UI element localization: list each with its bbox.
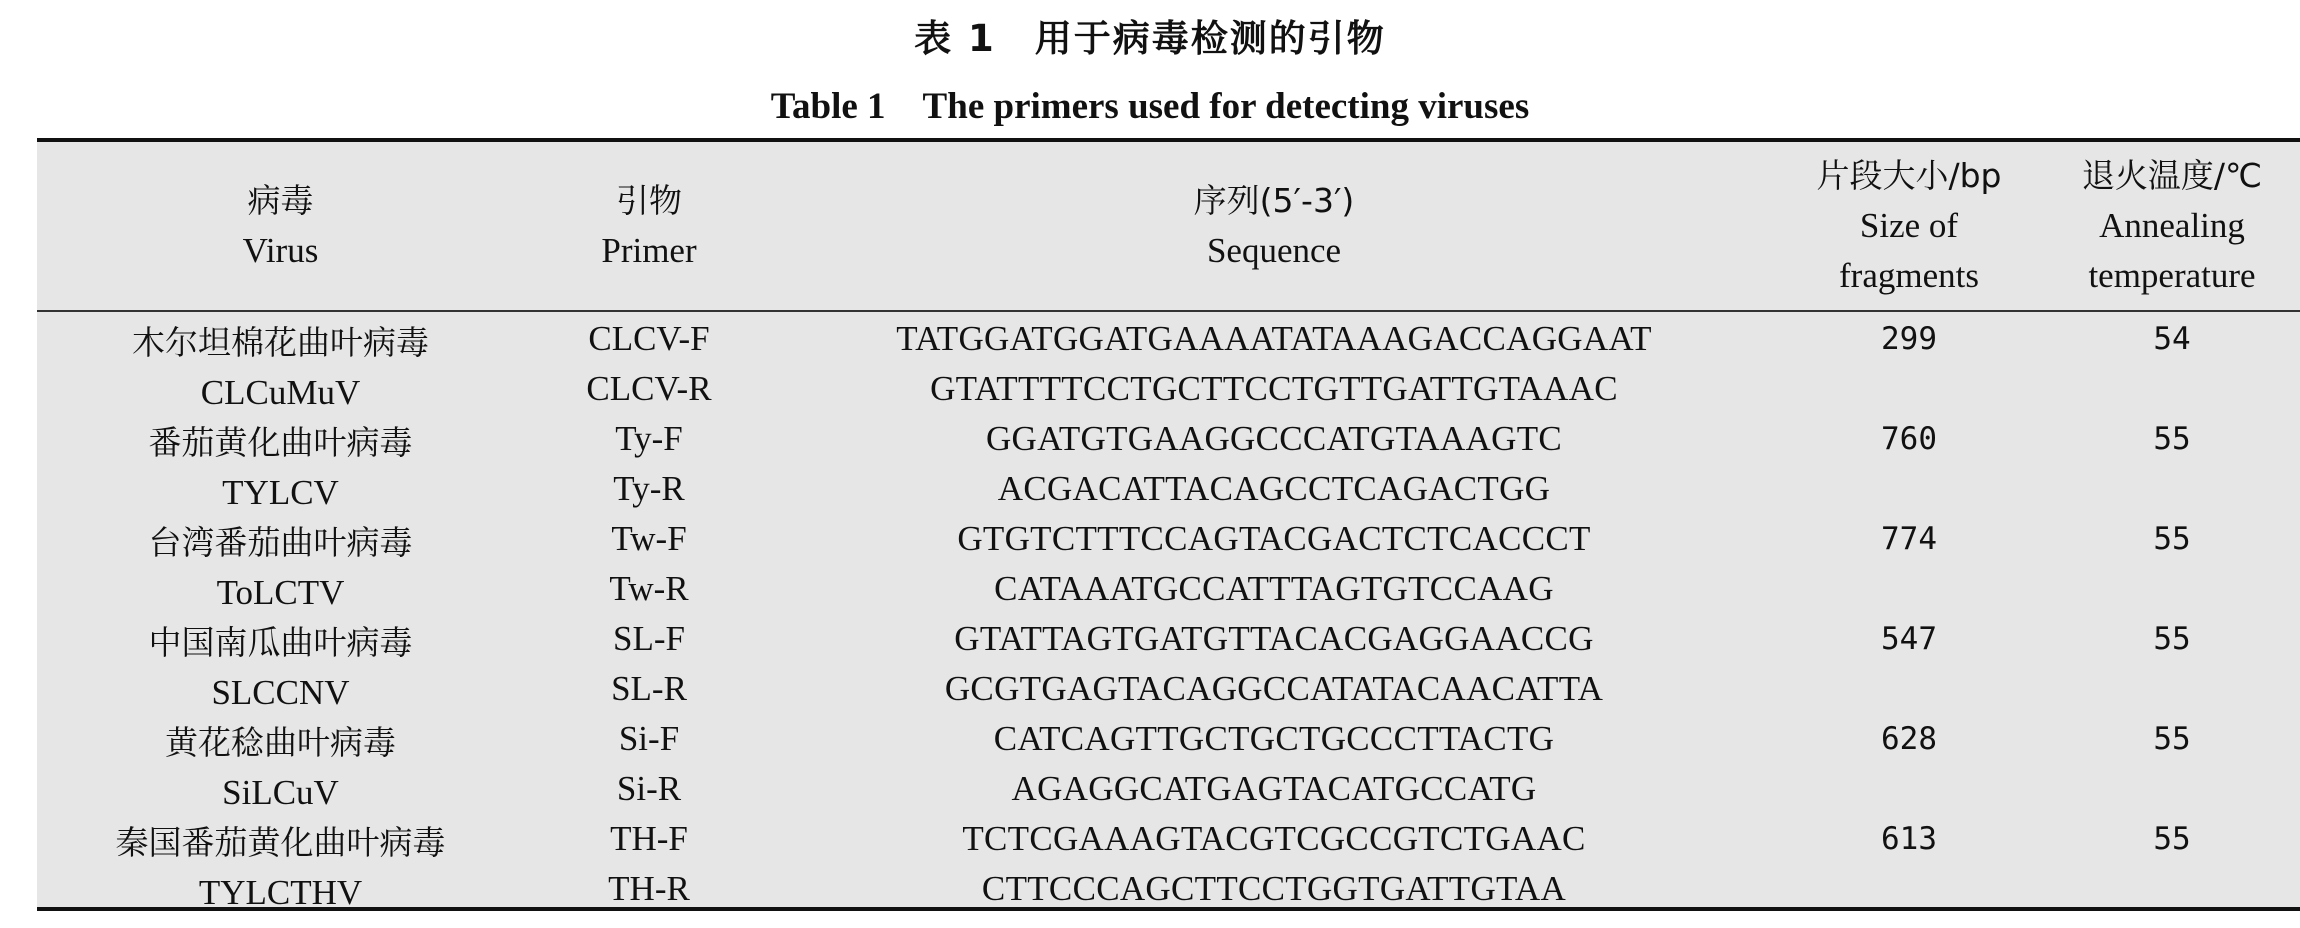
header-size-line2: Size of [1859, 206, 1959, 245]
cell-annealing-temperature [2044, 764, 2300, 814]
cell-fragment-size [1774, 564, 2044, 614]
header-temp-line3: temperature [2088, 256, 2256, 295]
cell-virus: 番茄黄化曲叶病毒 [148, 423, 413, 462]
header-size-line1: 片段大小/bp [1816, 156, 2002, 195]
cell-annealing-temperature [2044, 364, 2300, 414]
cell-sequence: CATAAATGCCATTTAGTGTCCAAG [994, 569, 1554, 608]
cell-virus: TYLCTHV [198, 873, 363, 912]
cell-fragment-size [1774, 764, 2044, 814]
cell-primer: Tw-F [611, 519, 687, 558]
table-row [37, 764, 2300, 814]
cell-sequence: TCTCGAAAGTACGTCGCCGTCTGAAC [962, 819, 1586, 858]
cell-sequence: CATCAGTTGCTGCTGCCCTTACTG [993, 719, 1555, 758]
header-fragment-size [1774, 142, 2044, 310]
header-sequence [774, 142, 1774, 310]
table-row [37, 564, 2300, 614]
cell-sequence: CTTCCCAGCTTCCTGGTGATTGTAA [981, 869, 1567, 908]
header-sequence-cn: 序列(5′-3′) [1193, 181, 1355, 220]
header-virus [37, 142, 524, 310]
header-virus-cn: 病毒 [247, 181, 314, 220]
cell-fragment-size: 613 [1881, 821, 1937, 857]
cell-primer: CLCV-F [588, 319, 710, 358]
table-header [37, 142, 2300, 312]
cell-primer: Tw-R [609, 569, 689, 608]
header-temp-line2: Annealing [2099, 206, 2245, 245]
cell-fragment-size: 760 [1881, 421, 1937, 457]
cell-fragment-size: 774 [1881, 521, 1937, 557]
cell-annealing-temperature: 55 [2153, 521, 2191, 557]
cell-virus: 木尔坦棉花曲叶病毒 [132, 323, 429, 362]
cell-annealing-temperature [2044, 564, 2300, 614]
table-row [37, 364, 2300, 414]
header-primer [524, 142, 774, 310]
cell-sequence: GTATTAGTGATGTTACACGAGGAACCG [954, 619, 1594, 658]
cell-annealing-temperature [2044, 464, 2300, 514]
cell-sequence: TATGGATGGATGAAAATATAAAGACCAGGAAT [896, 319, 1652, 358]
cell-virus: 中国南瓜曲叶病毒 [148, 623, 413, 662]
cell-fragment-size: 299 [1881, 321, 1937, 357]
header-annealing-temperature [2044, 142, 2300, 310]
cell-virus: TYLCV [222, 473, 339, 512]
header-sequence-en: Sequence [1206, 231, 1342, 270]
cell-fragment-size [1774, 664, 2044, 714]
cell-virus: SiLCuV [222, 773, 339, 812]
cell-virus: 台湾番茄曲叶病毒 [148, 523, 413, 562]
cell-annealing-temperature: 54 [2153, 321, 2191, 357]
cell-primer: Si-F [618, 719, 680, 758]
cell-primer: SL-F [613, 619, 685, 658]
cell-sequence: ACGACATTACAGCCTCAGACTGG [997, 469, 1551, 508]
cell-primer: SL-R [611, 669, 687, 708]
primer-table [37, 138, 2300, 911]
table-row [37, 464, 2300, 514]
cell-sequence: GCGTGAGTACAGGCCATATACAACATTA [944, 669, 1604, 708]
cell-fragment-size [1774, 464, 2044, 514]
cell-fragment-size: 547 [1881, 621, 1937, 657]
header-primer-en: Primer [601, 231, 697, 270]
cell-annealing-temperature: 55 [2153, 621, 2191, 657]
table-title-english: Table 1 The primers used for detecting viruses [770, 86, 1530, 127]
cell-fragment-size [1774, 864, 2044, 914]
table-row [37, 664, 2300, 714]
table-row [37, 614, 2300, 664]
table-row [37, 864, 2300, 914]
cell-sequence: AGAGGCATGAGTACATGCCATG [1011, 769, 1537, 808]
cell-virus: 黄花稔曲叶病毒 [165, 723, 396, 762]
cell-virus: 秦国番茄黄化曲叶病毒 [115, 823, 446, 862]
cell-primer: TH-F [610, 819, 688, 858]
cell-annealing-temperature [2044, 664, 2300, 714]
header-size-line3: fragments [1839, 256, 1979, 295]
table-row [37, 714, 2300, 764]
header-primer-cn: 引物 [616, 181, 682, 220]
cell-annealing-temperature: 55 [2153, 421, 2191, 457]
header-virus-en: Virus [242, 231, 319, 270]
cell-primer: Si-R [616, 769, 682, 808]
cell-sequence: GTGTCTTTCCAGTACGACTCTCACCCT [957, 519, 1591, 558]
cell-sequence: GGATGTGAAGGCCCATGTAAAGTC [985, 419, 1563, 458]
table-row [37, 814, 2300, 864]
cell-virus: CLCuMuV [200, 373, 361, 412]
cell-virus: ToLCTV [216, 573, 345, 612]
cell-annealing-temperature: 55 [2153, 821, 2191, 857]
cell-annealing-temperature: 55 [2153, 721, 2191, 757]
table-title-chinese: 表 1 用于病毒检测的引物 [914, 17, 1386, 60]
cell-primer: Ty-F [615, 419, 683, 458]
table-row [37, 414, 2300, 464]
cell-primer: CLCV-R [586, 369, 712, 408]
cell-fragment-size [1774, 364, 2044, 414]
table-row [37, 514, 2300, 564]
cell-primer: TH-R [608, 869, 690, 908]
cell-sequence: GTATTTTCCTGCTTCCTGTTGATTGTAAAC [930, 369, 1618, 408]
cell-fragment-size: 628 [1881, 721, 1937, 757]
cell-primer: Ty-R [613, 469, 685, 508]
table-row [37, 314, 2300, 364]
header-temp-line1: 退火温度/℃ [2081, 156, 2263, 195]
cell-virus: SLCCNV [211, 673, 350, 712]
cell-annealing-temperature [2044, 864, 2300, 914]
